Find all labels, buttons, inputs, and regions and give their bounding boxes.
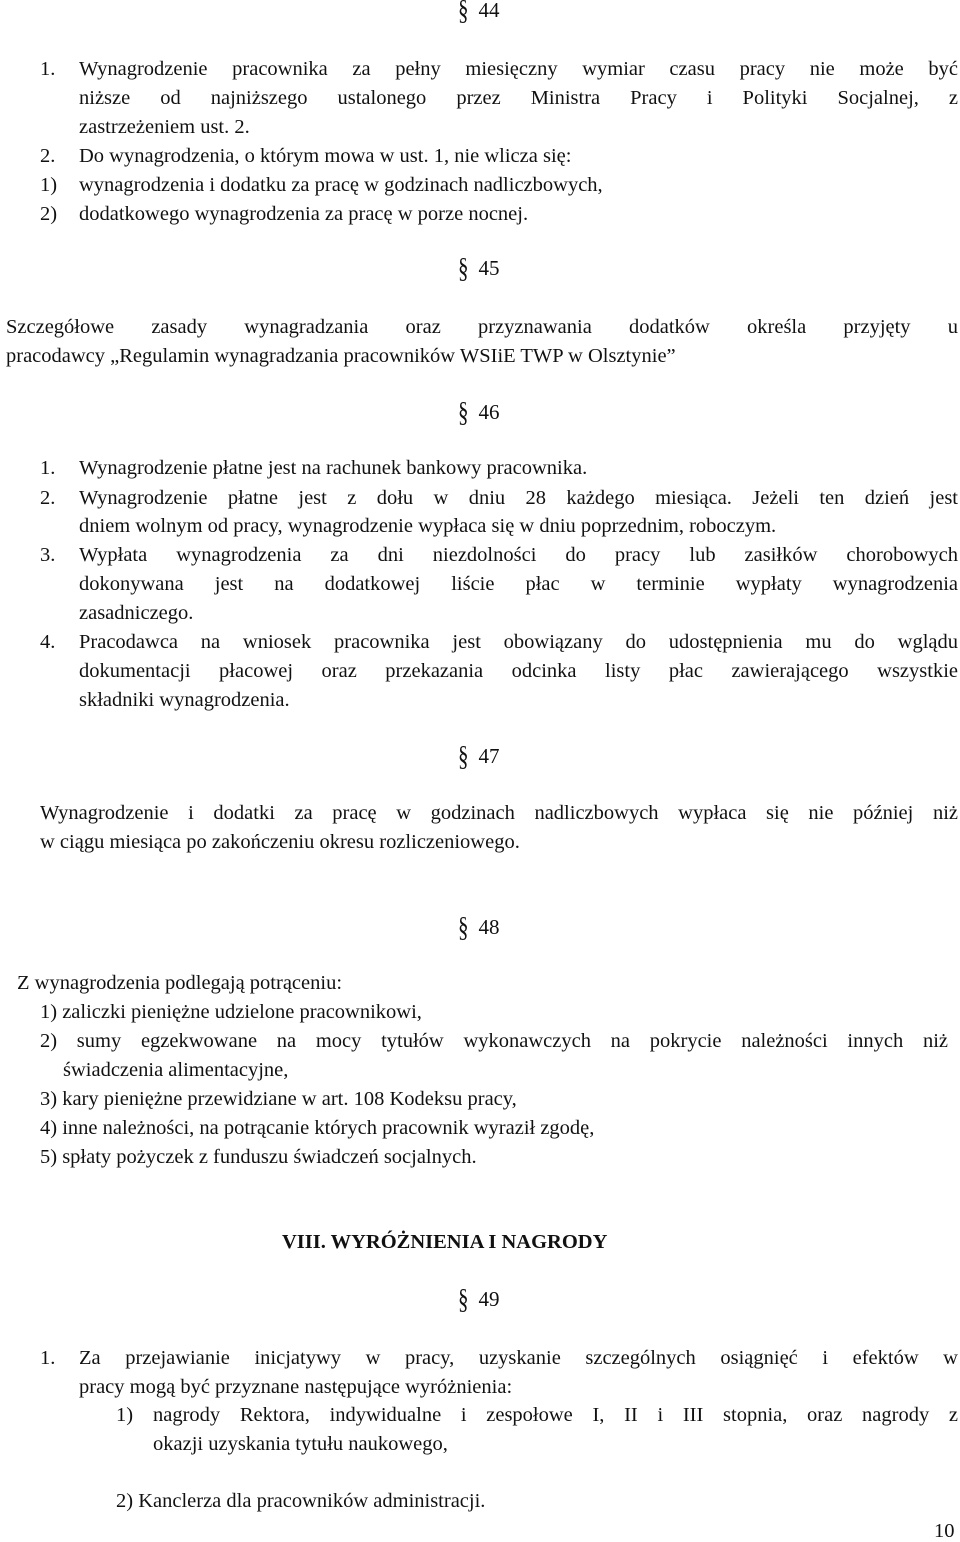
section-sign: § (458, 395, 469, 429)
paragraph-text: Z wynagrodzenia podlegają potrąceniu: (17, 972, 343, 994)
paragraph-number: 4. (40, 631, 56, 653)
paragraph-text: Wynagrodzenie płatne jest na rachunek bankowy pracownika. (79, 457, 588, 479)
section-heading-46 (458, 395, 500, 429)
paragraph-number: 1. (40, 457, 56, 479)
list-item-number: 2) (40, 203, 58, 225)
list-item: 1) zaliczki pieniężne udzielone pracownikowi, (40, 1001, 422, 1023)
section-sign: § (458, 251, 469, 285)
section-number: 45 (478, 256, 500, 280)
paragraph-number: 1. (40, 58, 56, 80)
section-number: 49 (478, 1287, 500, 1311)
section-sign: § (458, 0, 469, 27)
list-item-text: nagrody Rektora, indywidualne i zespołowe I, II i III stopnia, oraz nagrody z (153, 1404, 958, 1426)
list-item-number: 1) (40, 174, 58, 196)
list-item: 4) inne należności, na potrącanie których pracownik wyraził zgodę, (40, 1117, 595, 1139)
paragraph-text: dokonywana jest na dodatkowej liście płac w terminie wypłaty wynagrodzenia (79, 573, 958, 595)
paragraph-text: składniki wynagrodzenia. (79, 689, 290, 711)
section-heading-45 (458, 251, 500, 285)
paragraph-text: Pracodawca na wniosek pracownika jest obowiązany do udostępnienia mu do wglądu (79, 631, 958, 653)
paragraph-text: Szczegółowe zasady wynagradzania oraz przyznawania dodatków określa przyjęty u (6, 316, 958, 338)
paragraph-text: pracy mogą być przyznane następujące wyróżnienia: (79, 1376, 513, 1398)
list-item-text: wynagrodzenia i dodatku za pracę w godzinach nadliczbowych, (79, 174, 603, 196)
list-item: 5) spłaty pożyczek z funduszu świadczeń socjalnych. (40, 1146, 477, 1168)
page-number: 10 (934, 1520, 955, 1542)
section-number: 47 (478, 744, 500, 768)
list-item: 2) Kanclerza dla pracowników administracji. (116, 1490, 486, 1512)
list-item-text: okazji uzyskania tytułu naukowego, (153, 1433, 448, 1455)
list-item: świadczenia alimentacyjne, (63, 1059, 289, 1081)
paragraph-text: Wynagrodzenie płatne jest z dołu w dniu 28 każdego miesiąca. Jeżeli ten dzień jest (79, 487, 958, 509)
paragraph-number: 3. (40, 544, 56, 566)
section-number: 46 (478, 400, 500, 424)
section-number: 48 (478, 915, 500, 939)
paragraph-text: Wypłata wynagrodzenia za dni niezdolności do pracy lub zasiłków chorobowych (79, 544, 958, 566)
list-item-number: 1) (116, 1404, 134, 1426)
section-heading-49 (458, 1282, 500, 1316)
list-item: 2) sumy egzekwowane na mocy tytułów wykonawczych na pokrycie należności innych niż (40, 1030, 948, 1052)
paragraph-text: Wynagrodzenie i dodatki za pracę w godzinach nadliczbowych wypłaca się nie później niż (40, 802, 958, 824)
section-number: 44 (478, 0, 500, 22)
paragraph-text: Do wynagrodzenia, o którym mowa w ust. 1, nie wlicza się: (79, 145, 572, 167)
section-sign: § (458, 910, 469, 944)
chapter-title: VIII. WYRÓŻNIENIA I NAGRODY (282, 1231, 608, 1253)
section-heading-47 (458, 739, 500, 773)
paragraph-text: zasadniczego. (79, 602, 194, 624)
section-sign: § (458, 1282, 469, 1316)
paragraph-text: dokumentacji płacowej oraz przekazania odcinka listy płac zawierającego wszystkie (79, 660, 958, 682)
paragraph-text: w ciągu miesiąca po zakończeniu okresu rozliczeniowego. (40, 831, 520, 853)
paragraph-number: 1. (40, 1347, 56, 1369)
paragraph-text: niższe od najniższego ustalonego przez Ministra Pracy i Polityki Socjalnej, z (79, 87, 958, 109)
section-heading-48 (458, 910, 500, 944)
list-item: 3) kary pieniężne przewidziane w art. 108 Kodeksu pracy, (40, 1088, 517, 1110)
paragraph-text: zastrzeżeniem ust. 2. (79, 116, 250, 138)
paragraph-text: pracodawcy „Regulamin wynagradzania pracowników WSIiE TWP w Olsztynie” (6, 345, 676, 367)
paragraph-text: dniem wolnym od pracy, wynagrodzenie wypłaca się w dniu poprzednim, roboczym. (79, 515, 777, 537)
list-item-text: dodatkowego wynagrodzenia za pracę w porze nocnej. (79, 203, 529, 225)
section-heading-44 (458, 0, 500, 27)
paragraph-text: Wynagrodzenie pracownika za pełny miesięczny wymiar czasu pracy nie może być (79, 58, 958, 80)
paragraph-number: 2. (40, 145, 56, 167)
section-sign: § (458, 739, 469, 773)
paragraph-number: 2. (40, 487, 56, 509)
paragraph-text: Za przejawianie inicjatywy w pracy, uzyskanie szczególnych osiągnięć i efektów w (79, 1347, 958, 1369)
